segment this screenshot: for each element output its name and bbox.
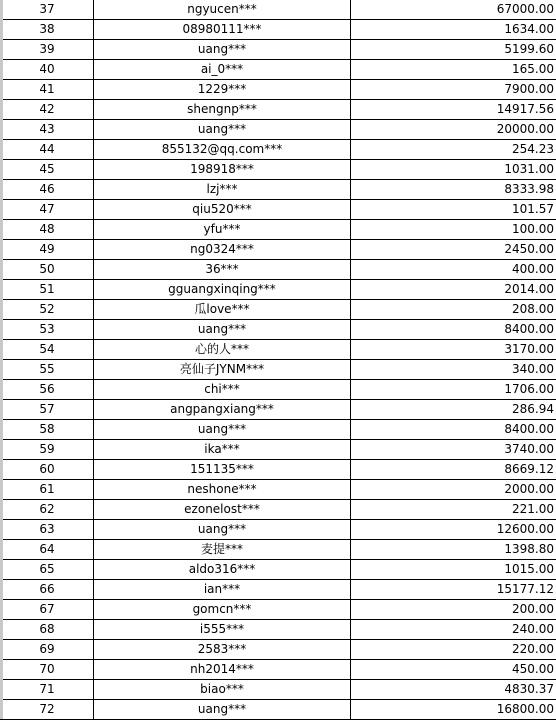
- username-cell[interactable]: uang***: [94, 520, 351, 540]
- table-row: [1, 260, 556, 280]
- amount-cell[interactable]: 1031.00: [351, 160, 556, 180]
- username-cell[interactable]: 08980111***: [94, 20, 351, 40]
- amount-cell[interactable]: 16800.00: [351, 700, 556, 720]
- table-row: [1, 200, 556, 220]
- username-cell[interactable]: biao***: [94, 680, 351, 700]
- table-row: [1, 420, 556, 440]
- username-cell[interactable]: qiu520***: [94, 200, 351, 220]
- table-row: [1, 0, 556, 20]
- username-cell[interactable]: uang***: [94, 320, 351, 340]
- table-row: [1, 80, 556, 100]
- rank-cell[interactable]: 63: [1, 520, 94, 540]
- rank-cell[interactable]: 59: [1, 440, 94, 460]
- username-cell[interactable]: ika***: [94, 440, 351, 460]
- username-cell[interactable]: uang***: [94, 40, 351, 60]
- username-cell[interactable]: shengnp***: [94, 100, 351, 120]
- table-row: [1, 220, 556, 240]
- amount-cell[interactable]: 2014.00: [351, 280, 556, 300]
- table-row: [1, 560, 556, 580]
- username-cell[interactable]: ian***: [94, 580, 351, 600]
- rank-cell[interactable]: 64: [1, 540, 94, 560]
- table-row: [1, 640, 556, 660]
- table-row: [1, 180, 556, 200]
- rank-cell[interactable]: 37: [1, 0, 94, 20]
- rank-cell[interactable]: 41: [1, 80, 94, 100]
- username-cell[interactable]: 855132@qq.com***: [94, 140, 351, 160]
- table-row: [1, 280, 556, 300]
- rank-cell[interactable]: 42: [1, 100, 94, 120]
- amount-cell[interactable]: 5199.60: [351, 40, 556, 60]
- table-row: [1, 520, 556, 540]
- amount-cell[interactable]: 8333.98: [351, 180, 556, 200]
- table-row: [1, 660, 556, 680]
- username-cell[interactable]: 151135***: [94, 460, 351, 480]
- amount-cell[interactable]: 8400.00: [351, 320, 556, 340]
- rank-cell[interactable]: 68: [1, 620, 94, 640]
- table-row: [1, 120, 556, 140]
- table-body: [1, 0, 556, 720]
- amount-cell[interactable]: 1015.00: [351, 560, 556, 580]
- rank-cell[interactable]: 52: [1, 300, 94, 320]
- username-cell[interactable]: 麦提***: [94, 540, 351, 560]
- amount-cell[interactable]: 400.00: [351, 260, 556, 280]
- table-row: [1, 600, 556, 620]
- rank-cell[interactable]: 66: [1, 580, 94, 600]
- rank-cell[interactable]: 44: [1, 140, 94, 160]
- username-cell[interactable]: gguangxinqing***: [94, 280, 351, 300]
- username-cell[interactable]: 198918***: [94, 160, 351, 180]
- rank-cell[interactable]: 39: [1, 40, 94, 60]
- amount-cell[interactable]: 15177.12: [351, 580, 556, 600]
- table-row: [1, 680, 556, 700]
- username-cell[interactable]: gomcn***: [94, 600, 351, 620]
- rank-cell[interactable]: 48: [1, 220, 94, 240]
- amount-cell[interactable]: 1398.80: [351, 540, 556, 560]
- table-row: [1, 320, 556, 340]
- rank-cell[interactable]: 69: [1, 640, 94, 660]
- amount-cell[interactable]: 208.00: [351, 300, 556, 320]
- amount-cell[interactable]: 220.00: [351, 640, 556, 660]
- rank-cell[interactable]: 49: [1, 240, 94, 260]
- amount-cell[interactable]: 12600.00: [351, 520, 556, 540]
- rank-cell[interactable]: 60: [1, 460, 94, 480]
- rank-cell[interactable]: 61: [1, 480, 94, 500]
- username-cell[interactable]: 1229***: [94, 80, 351, 100]
- rank-cell[interactable]: 51: [1, 280, 94, 300]
- username-cell[interactable]: ai_0***: [94, 60, 351, 80]
- amount-cell[interactable]: 14917.56: [351, 100, 556, 120]
- amount-cell[interactable]: 200.00: [351, 600, 556, 620]
- rank-cell[interactable]: 62: [1, 500, 94, 520]
- username-cell[interactable]: uang***: [94, 120, 351, 140]
- username-cell[interactable]: 瓜love***: [94, 300, 351, 320]
- rank-cell[interactable]: 45: [1, 160, 94, 180]
- table-row: [1, 240, 556, 260]
- row-header-edge: [0, 0, 3, 719]
- table-row: [1, 300, 556, 320]
- username-cell[interactable]: ng0324***: [94, 240, 351, 260]
- amount-cell[interactable]: 1634.00: [351, 20, 556, 40]
- username-cell[interactable]: angpangxiang***: [94, 400, 351, 420]
- amount-cell[interactable]: 450.00: [351, 660, 556, 680]
- username-cell[interactable]: 2583***: [94, 640, 351, 660]
- username-cell[interactable]: uang***: [94, 420, 351, 440]
- table-row: [1, 460, 556, 480]
- amount-cell[interactable]: 4830.37: [351, 680, 556, 700]
- amount-cell[interactable]: 100.00: [351, 220, 556, 240]
- username-cell[interactable]: ezonelost***: [94, 500, 351, 520]
- table-row: [1, 440, 556, 460]
- table-row: [1, 100, 556, 120]
- table-row: [1, 60, 556, 80]
- amount-cell[interactable]: 2000.00: [351, 480, 556, 500]
- rank-cell[interactable]: 46: [1, 180, 94, 200]
- username-cell[interactable]: 心的人***: [94, 340, 351, 360]
- username-cell[interactable]: 36***: [94, 260, 351, 280]
- rank-cell[interactable]: 50: [1, 260, 94, 280]
- rank-cell[interactable]: 38: [1, 20, 94, 40]
- amount-cell[interactable]: 221.00: [351, 500, 556, 520]
- rank-cell[interactable]: 54: [1, 340, 94, 360]
- amount-cell[interactable]: 7900.00: [351, 80, 556, 100]
- rank-cell[interactable]: 56: [1, 380, 94, 400]
- table-row: [1, 400, 556, 420]
- rank-cell[interactable]: 67: [1, 600, 94, 620]
- table-row: [1, 40, 556, 60]
- table-row: [1, 480, 556, 500]
- username-cell[interactable]: uang***: [94, 700, 351, 720]
- table-row: [1, 540, 556, 560]
- table-row: [1, 340, 556, 360]
- username-cell[interactable]: chi***: [94, 380, 351, 400]
- rank-cell[interactable]: 40: [1, 60, 94, 80]
- amount-cell[interactable]: 101.57: [351, 200, 556, 220]
- table-row: [1, 160, 556, 180]
- amount-cell[interactable]: 165.00: [351, 60, 556, 80]
- table-row: [1, 20, 556, 40]
- table-row: [1, 140, 556, 160]
- username-cell[interactable]: i555***: [94, 620, 351, 640]
- amount-cell[interactable]: 254.23: [351, 140, 556, 160]
- amount-cell[interactable]: 67000.00: [351, 0, 556, 20]
- username-cell[interactable]: yfu***: [94, 220, 351, 240]
- amount-cell[interactable]: 20000.00: [351, 120, 556, 140]
- rank-cell[interactable]: 43: [1, 120, 94, 140]
- rank-cell[interactable]: 47: [1, 200, 94, 220]
- username-cell[interactable]: nh2014***: [94, 660, 351, 680]
- rank-cell[interactable]: 65: [1, 560, 94, 580]
- amount-cell[interactable]: 3740.00: [351, 440, 556, 460]
- amount-cell[interactable]: 2450.00: [351, 240, 556, 260]
- username-cell[interactable]: ngyucen***: [94, 0, 351, 20]
- rank-cell[interactable]: 71: [1, 680, 94, 700]
- amount-cell[interactable]: 340.00: [351, 360, 556, 380]
- table-row: [1, 620, 556, 640]
- table-row: [1, 700, 556, 720]
- amount-cell[interactable]: 240.00: [351, 620, 556, 640]
- rank-cell[interactable]: 70: [1, 660, 94, 680]
- username-cell[interactable]: neshone***: [94, 480, 351, 500]
- rank-cell[interactable]: 72: [1, 700, 94, 720]
- amount-cell[interactable]: 1706.00: [351, 380, 556, 400]
- table-row: [1, 380, 556, 400]
- rank-cell[interactable]: 53: [1, 320, 94, 340]
- username-cell[interactable]: 亮仙子JYNM***: [94, 360, 351, 380]
- username-cell[interactable]: lzj***: [94, 180, 351, 200]
- amount-cell[interactable]: 8400.00: [351, 420, 556, 440]
- amount-cell[interactable]: 286.94: [351, 400, 556, 420]
- amount-cell[interactable]: 3170.00: [351, 340, 556, 360]
- rank-cell[interactable]: 57: [1, 400, 94, 420]
- amount-cell[interactable]: 8669.12: [351, 460, 556, 480]
- rank-cell[interactable]: 55: [1, 360, 94, 380]
- table-row: [1, 500, 556, 520]
- rank-cell[interactable]: 58: [1, 420, 94, 440]
- table-row: [1, 580, 556, 600]
- table-row: [1, 360, 556, 380]
- username-cell[interactable]: aldo316***: [94, 560, 351, 580]
